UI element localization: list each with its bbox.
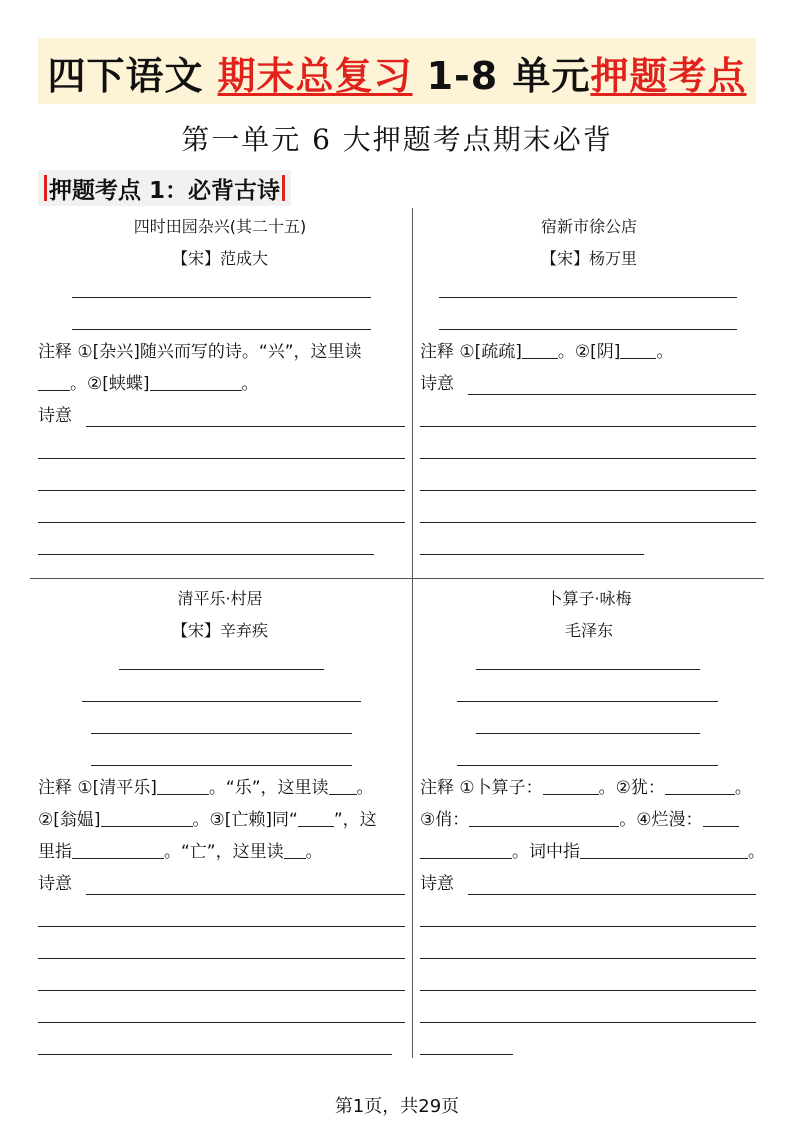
meaning-blank-line[interactable] (38, 1054, 392, 1055)
meaning-blank-line[interactable] (468, 894, 756, 895)
annotation-label: 注释 (420, 342, 454, 362)
answer-blank[interactable] (298, 806, 334, 827)
meaning-blank-line[interactable] (38, 458, 405, 459)
answer-blank[interactable] (101, 806, 193, 827)
section-heading (38, 170, 291, 206)
answer-blank[interactable] (580, 838, 748, 859)
meaning-blank-line[interactable] (420, 1022, 756, 1023)
meaning-blank-line[interactable] (420, 958, 756, 959)
annotation-text: 。“乐”，这里读 (208, 778, 329, 798)
verse-blank-line[interactable] (439, 297, 737, 298)
annotation-text: 。 (656, 342, 674, 362)
annotation-text: 。 (356, 778, 374, 798)
poem-author: 毛泽东 (564, 621, 613, 640)
meaning-blank-line[interactable] (38, 926, 405, 927)
annotation-line (420, 804, 739, 836)
section-bar-right (282, 175, 285, 201)
meaning-blank-line[interactable] (420, 458, 756, 459)
annotation-text: 。 (748, 842, 765, 862)
verse-blank-line[interactable] (476, 733, 700, 734)
meaning-label: 诗意 (38, 874, 72, 894)
annotation-text: 。②[阴] (557, 342, 621, 362)
poem-author: 【宋】辛弃疾 (171, 621, 268, 640)
answer-blank[interactable] (38, 370, 70, 391)
meaning-blank-line[interactable] (38, 522, 405, 523)
verse-blank-line[interactable] (457, 765, 718, 766)
meaning-blank-line[interactable] (420, 490, 756, 491)
annotation-line (38, 368, 259, 400)
answer-blank[interactable] (72, 838, 164, 859)
annotation-line (420, 336, 673, 368)
verse-blank-line[interactable] (476, 669, 700, 670)
column-divider-bottom (412, 578, 413, 1058)
annotation-text: ①[清平乐] (77, 778, 157, 798)
column-divider-top (412, 208, 413, 578)
meaning-blank-line[interactable] (38, 990, 405, 991)
verse-blank-line[interactable] (457, 701, 718, 702)
annotation-text: 。 (734, 778, 752, 798)
verse-blank-line[interactable] (72, 329, 371, 330)
meaning-label: 诗意 (420, 874, 454, 894)
meaning-blank-line[interactable] (420, 554, 644, 555)
answer-blank[interactable] (522, 338, 558, 359)
meaning-blank-line[interactable] (86, 894, 405, 895)
poem-author: 【宋】范成大 (171, 249, 268, 268)
meaning-blank-line[interactable] (38, 490, 405, 491)
answer-blank[interactable] (620, 338, 656, 359)
poem-author: 【宋】杨万里 (540, 249, 637, 268)
title-part-review: 期末总复习 (217, 53, 413, 98)
meaning-blank-line[interactable] (38, 554, 374, 555)
annotation-text: 。词中指 (512, 842, 580, 862)
meaning-label: 诗意 (420, 374, 454, 394)
verse-blank-line[interactable] (119, 669, 324, 670)
annotation-text: 。③[亡赖]同“ (192, 810, 298, 830)
annotation-text: ③俏： (420, 810, 470, 830)
section-title: 押题考点 1：必背古诗 (49, 177, 281, 204)
meaning-blank-line[interactable] (420, 426, 756, 427)
poem-title: 卜算子·咏梅 (546, 589, 632, 608)
annotation-line (38, 804, 377, 836)
meaning-blank-line[interactable] (420, 1054, 513, 1055)
poem-title: 宿新市徐公店 (540, 217, 637, 236)
title-part-keypoints: 押题考点 (590, 53, 747, 98)
answer-blank[interactable] (284, 838, 306, 859)
annotation-label: 注释 (420, 778, 454, 798)
meaning-blank-line[interactable] (38, 958, 405, 959)
title-part-units: 1-8 单元 (426, 53, 591, 98)
answer-blank[interactable] (150, 370, 242, 391)
page-title (38, 44, 756, 100)
annotation-text: ①[杂兴]随兴而写的诗。“兴”，这里读 (77, 342, 362, 362)
verse-blank-line[interactable] (91, 765, 352, 766)
meaning-blank-line[interactable] (38, 1022, 405, 1023)
page-number: 第1页，共29页 (334, 1096, 460, 1117)
annotation-line (420, 772, 752, 804)
subtitle: 第一单元 6 大押题考点期末必背 (181, 123, 613, 156)
verse-blank-line[interactable] (439, 329, 737, 330)
answer-blank[interactable] (543, 774, 599, 795)
annotation-label: 注释 (38, 342, 72, 362)
meaning-blank-line[interactable] (468, 394, 756, 395)
annotation-text: 。②[蛱蝶] (70, 374, 150, 394)
answer-blank[interactable] (665, 774, 735, 795)
title-part-grade: 四下语文 (47, 53, 204, 98)
meaning-blank-line[interactable] (86, 426, 405, 427)
verse-blank-line[interactable] (91, 733, 352, 734)
answer-blank[interactable] (157, 774, 209, 795)
poem-title: 清平乐·村居 (177, 589, 263, 608)
row-divider (30, 578, 764, 579)
section-bar-left (44, 175, 47, 201)
meaning-blank-line[interactable] (420, 990, 756, 991)
annotation-text: ”，这 (333, 810, 377, 830)
annotation-text: 。④烂漫： (619, 810, 703, 830)
annotation-text: 。 (241, 374, 259, 394)
answer-blank[interactable] (469, 806, 619, 827)
answer-blank[interactable] (329, 774, 357, 795)
annotation-text: 。②犹： (598, 778, 665, 798)
poem-title: 四时田园杂兴(其二十五) (133, 217, 307, 236)
annotation-line (420, 836, 765, 868)
meaning-label: 诗意 (38, 406, 72, 426)
annotation-line (38, 772, 374, 804)
answer-blank[interactable] (420, 838, 512, 859)
annotation-text: 里指 (38, 842, 72, 862)
meaning-blank-line[interactable] (420, 522, 756, 523)
annotation-text: ②[翁媪] (38, 810, 101, 830)
annotation-text: ①[疏疏] (459, 342, 522, 362)
annotation-line (38, 836, 323, 868)
verse-blank-line[interactable] (82, 701, 361, 702)
meaning-blank-line[interactable] (420, 926, 756, 927)
annotation-text: ①卜算子： (459, 778, 543, 798)
verse-blank-line[interactable] (72, 297, 371, 298)
annotation-text: 。“亡”，这里读 (164, 842, 284, 862)
answer-blank[interactable] (703, 806, 739, 827)
annotation-line (38, 336, 362, 368)
annotation-text: 。 (305, 842, 323, 862)
annotation-label: 注释 (38, 778, 72, 798)
